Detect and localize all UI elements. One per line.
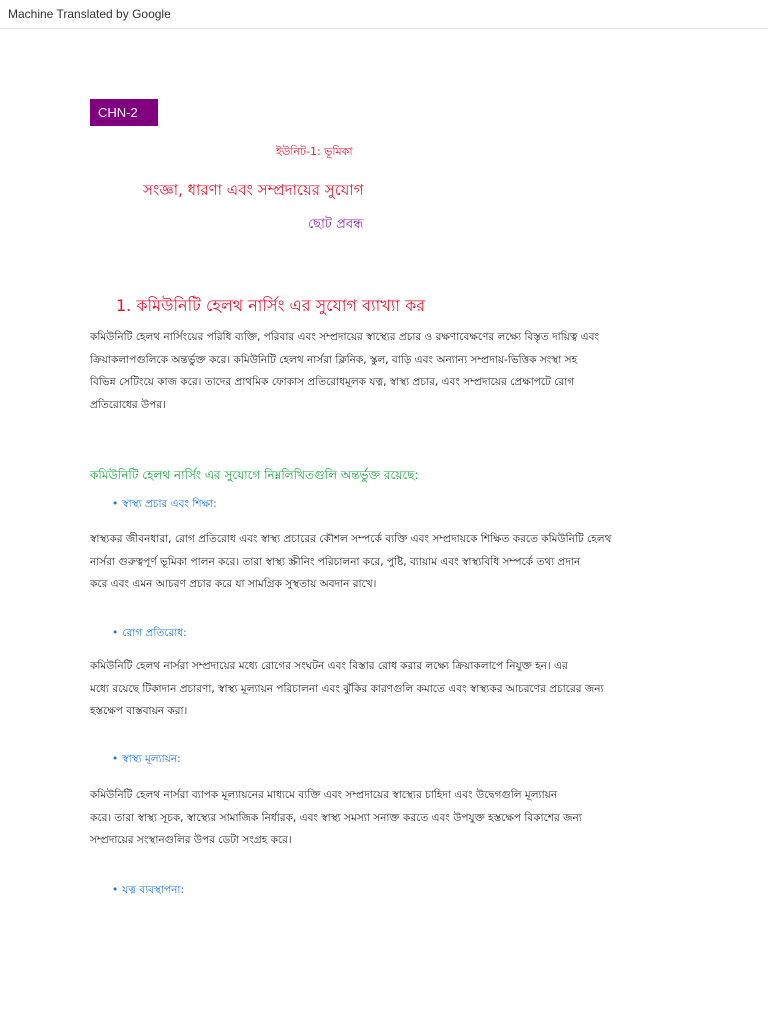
bullet-label: যত্ন ব্যবস্থাপনা: [122,884,184,896]
paragraph-line: হস্তক্ষেপ বাস্তবায়ন করা। [90,705,188,717]
paragraph-line: স্বাস্থ্যকর জীবনধারা, রোগ প্রতিরোধ এবং স্বাস্থ্য প্রচারের কৌশল সম্পর্কে ব্যক্তি এবং সম্প্রদায়কে শিক্ষিত করতে কমিউনিটি হেলথ [90,533,612,545]
paragraph-line: ক্রিয়াকলাপগুলিকে অন্তর্ভুক্ত করে। কমিউনিটি হেলথ নার্সরা ক্লিনিক, স্কুল, বাড়ি এবং অন্যান্য সম্প্রদায়-ভিত্তিক সংস্থা সহ [90,353,578,366]
essay-label: ছোট প্রবন্ধ [308,217,364,232]
banner-text: Machine Translated by Google [8,7,171,21]
bullet-health-assessment [112,752,181,769]
bullet-disease-prevention [112,626,187,643]
bullet-label: স্বাস্থ্য প্রচার এবং শিক্ষা: [122,498,217,510]
bullet-dot-icon: • [112,753,119,765]
section-paragraph-disease-prevention [90,655,690,723]
unit-title: ইউনিট-1: ভূমিকা [276,145,353,158]
paragraph-line: নার্সরা গুরুত্বপূর্ণ ভূমিকা পালন করে। তারা স্বাস্থ্য স্ক্রীনিং পরিচালনা করে, পুষ্টি, ব্যায়াম এবং স্বাস্থ্যবিধি সম্পর্কে তথ্য প্রদান [90,555,581,568]
bullet-dot-icon: • [112,627,119,639]
paragraph-line: কমিউনিটি হেলথ নার্সরা ব্যাপক মূল্যায়নের মাধ্যমে ব্যক্তি এবং সম্প্রদায়ের স্বাস্থ্যের চাহিদা এবং উদ্বেগগুলি মূল্যায়ন [90,789,558,801]
paragraph-line: মধ্যে রয়েছে টিকাদান প্রচারণা, স্বাস্থ্য মূল্যায়ন পরিচালনা এবং ঝুঁকির কারণগুলি কমাতে এবং স্বাস্থ্যকর আচরণের প্রচারের জন্য [90,682,604,695]
main-title: সংজ্ঞা, ধারণা এবং সম্প্রদায়ের সুযোগ [143,181,364,199]
bullet-label: স্বাস্থ্য মূল্যায়ন: [122,753,181,765]
section-paragraph-health-assessment [90,784,690,852]
bullet-label: রোগ প্রতিরোধ: [122,627,187,639]
intro-paragraph [90,326,690,416]
bullet-dot-icon: • [112,498,119,510]
paragraph-line: সম্প্রদায়ের সংস্থানগুলির উপর ডেটা সংগ্রহ করে। [90,834,292,846]
paragraph-line: করে এবং এমন আচরণ প্রচার করে যা সামগ্রিক সুস্থতায় অবদান রাখে। [90,578,377,590]
bullet-health-promotion [112,497,217,514]
bullet-care-management [112,883,184,900]
paragraph-line: কমিউনিটি হেলথ নার্সরা সম্প্রদায়ের মধ্যে রোগের সংঘটন এবং বিস্তার রোধ করার লক্ষ্যে ক্রিয়াকলাপে নিযুক্ত হন। এর [90,660,568,672]
scope-heading: কমিউনিটি হেলথ নার্সিং এর সুযোগে নিম্নলিখিতগুলি অন্তর্ভুক্ত রয়েছে: [90,468,419,482]
paragraph-line: প্রতিরোধের উপর। [90,398,166,411]
course-code-badge: CHN-2 [90,99,158,126]
paragraph-line: করে। তারা স্বাস্থ্য সূচক, স্বাস্থ্যের সামাজিক নির্ধারক, এবং স্বাস্থ্য সমস্যা সনাক্ত করতে এবং উপযুক্ত হস্তক্ষেপ বিকাশের জন্য [90,811,582,824]
paragraph-line: কমিউনিটি হেলথ নার্সিংয়ের পরিধি ব্যক্তি, পরিবার এবং সম্প্রদায়ের স্বাস্থ্যের প্রচার ও রক্ষণাবেক্ষণের লক্ষ্যে বিস্তৃত দায়িত্ব এবং [90,331,599,343]
translation-banner [0,0,768,29]
section-paragraph-health-promotion [90,528,690,596]
bullet-dot-icon: • [112,884,119,896]
question-heading: 1. কমিউনিটি হেলথ নার্সিং এর সুযোগ ব্যাখ্যা কর [116,296,426,315]
paragraph-line: বিভিন্ন সেটিংয়ে কাজ করে। তাদের প্রাথমিক ফোকাস প্রতিরোধমূলক যত্ন, স্বাস্থ্য প্রচার, এবং সম্প্রদায়ের প্রেক্ষাপটে রোগ [90,376,575,388]
